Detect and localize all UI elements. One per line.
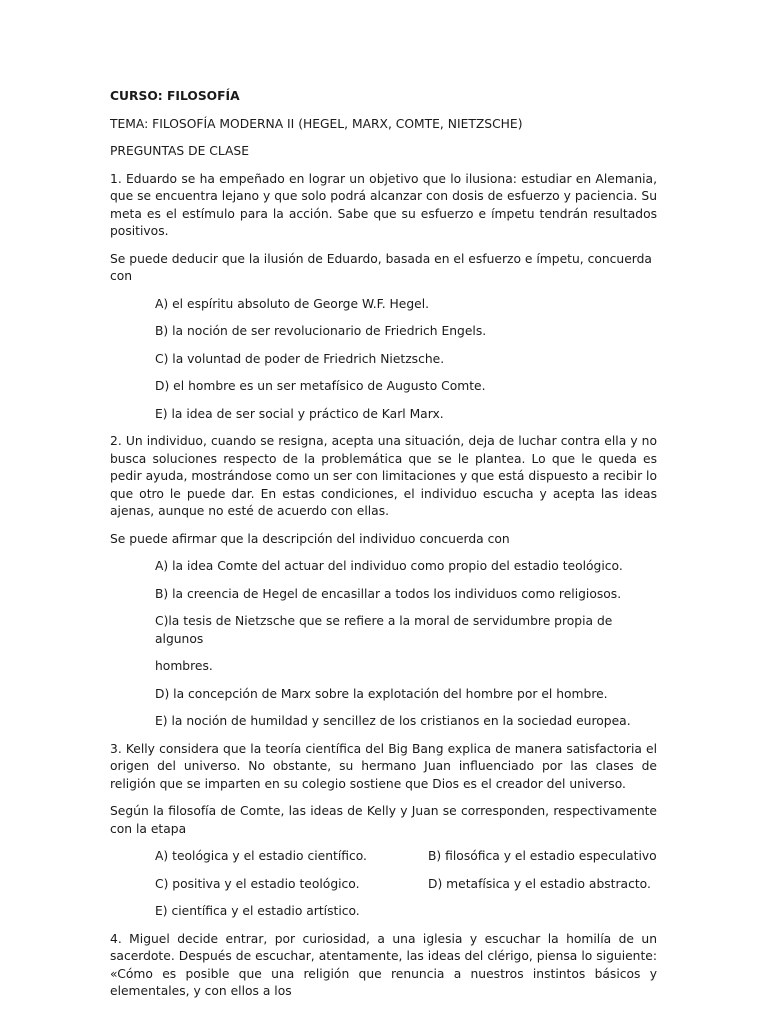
course-heading: CURSO: FILOSOFÍA [110, 89, 240, 103]
question-2-option-d: D) la concepción de Marx sobre la explotación del hombre por el hombre. [155, 686, 608, 701]
question-3-option-a: A) teológica y el estadio científico. [155, 849, 367, 863]
question-1-text: 1. Eduardo se ha empeñado en lograr un objetivo que lo ilusiona: estudiar en Alemania, que se encuentra lejano y que solo podrá alcanzar con dosis de esfuerzo y paciencia. Su meta es el estímulo para la acción. Sabe que su esfuerzo e ímpetu tendrán resultados positivos. [110, 171, 657, 238]
question-2-option-b: B) la creencia de Hegel de encasillar a todos los individuos como religiosos. [155, 586, 622, 601]
question-2-option-c: C)la tesis de Nietzsche que se refiere a la moral de servidumbre propia de algunos [155, 614, 613, 646]
question-3-options-row-1 [155, 848, 657, 866]
question-3-option-b: B) filosófica y el estadio especulativo [428, 849, 657, 863]
question-1-option-d: D) el hombre es un ser metafísico de Augusto Comte. [155, 379, 486, 393]
question-1-prompt: Se puede deducir que la ilusión de Eduardo, basada en el esfuerzo e ímpetu, concuerda con [110, 251, 652, 283]
question-4-text: 4. Miguel decide entrar, por curiosidad, a una iglesia y escuchar la homilía de un sacerdote. Después de escuchar, atentamente, las ideas del clérigo, piensa lo siguiente: «Cómo es posible que una religión que renuncia a nuestros instintos básicos y elementales, y con ellos a los [110, 931, 657, 998]
question-3-option-d: D) metafísica y el estadio abstracto. [428, 876, 651, 891]
question-2-prompt: Se puede afirmar que la descripción del individuo concuerda con [110, 531, 510, 546]
question-3-option-e: E) científica y el estadio artístico. [155, 904, 360, 918]
question-2-option-e: E) la noción de humildad y sencillez de los cristianos en la sociedad europea. [155, 714, 631, 728]
section-heading: PREGUNTAS DE CLASE [110, 144, 249, 158]
question-3-option-c: C) positiva y el estadio teológico. [155, 876, 360, 891]
question-1-option-c: C) la voluntad de poder de Friedrich Nietzsche. [155, 351, 445, 366]
question-2-text: 2. Un individuo, cuando se resigna, acepta una situación, deja de luchar contra ella y no busca soluciones respecto de la problemática que se le plantea. Lo que le queda es pedir ayuda, mostrándose como un ser con limitaciones y que está dispuesto a recibir lo que otro le puede dar. En estas condiciones, el individuo escucha y acepta las ideas ajenas, aunque no esté de acuerdo con ellas. [110, 434, 657, 518]
topic-heading: TEMA: FILOSOFÍA MODERNA II (HEGEL, MARX, COMTE, NIETZSCHE) [110, 116, 523, 131]
question-1-option-e: E) la idea de ser social y práctico de Karl Marx. [155, 406, 444, 421]
question-1-option-a: A) el espíritu absoluto de George W.F. Hegel. [155, 296, 430, 311]
question-2-option-c-continued: hombres. [155, 659, 213, 673]
question-1-option-b: B) la noción de ser revolucionario de Friedrich Engels. [155, 324, 487, 338]
document-page [110, 88, 657, 1011]
question-2-option-a: A) la idea Comte del actuar del individuo como propio del estadio teológico. [155, 559, 623, 573]
question-3-options-row-2 [155, 876, 657, 894]
question-3-prompt: Según la filosofía de Comte, las ideas de Kelly y Juan se corresponden, respectivamente con la etapa [110, 804, 657, 836]
question-3-text: 3. Kelly considera que la teoría científica del Big Bang explica de manera satisfactoria el origen del universo. No obstante, su hermano Juan influenciado por las clases de religión que se imparten en su colegio sostiene que Dios es el creador del universo. [110, 741, 657, 791]
